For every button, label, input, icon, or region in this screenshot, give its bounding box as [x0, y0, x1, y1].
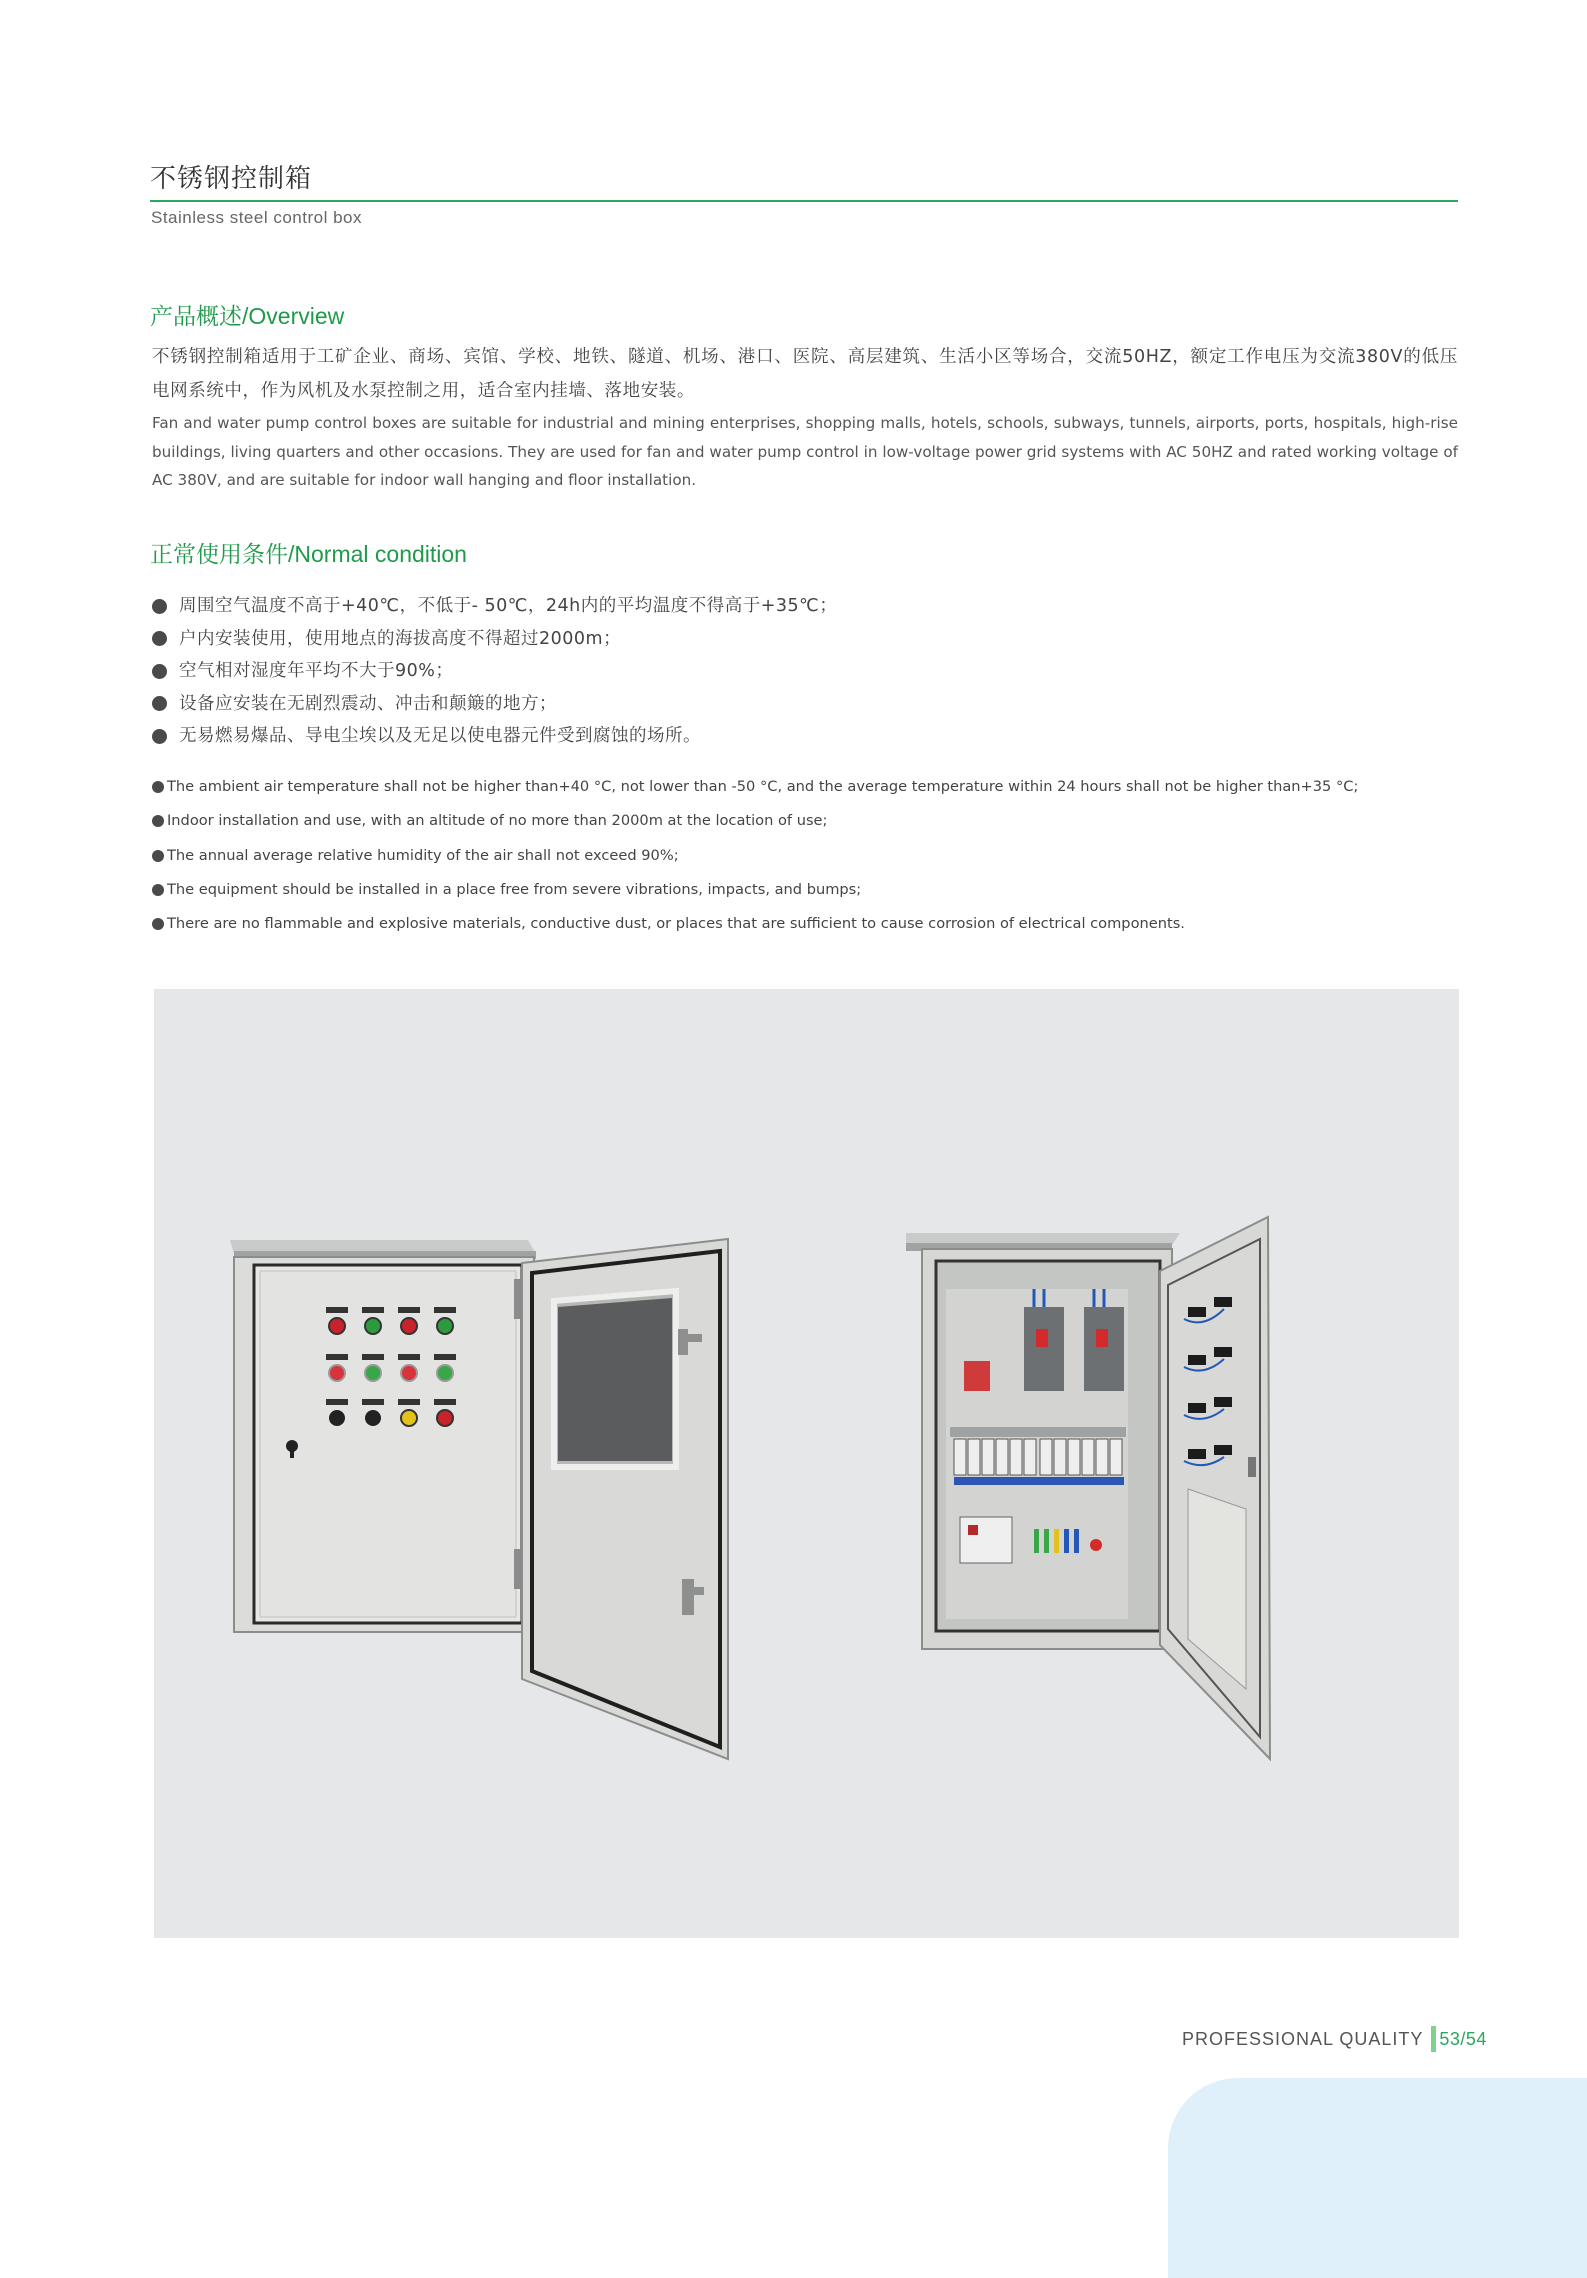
list-item: 空气相对湿度年平均不大于90%； — [152, 655, 1352, 688]
control-box-open-interior — [906, 1233, 1180, 1649]
conditions-heading: 正常使用条件/Normal condition — [150, 541, 467, 567]
conditions-list-zh — [152, 590, 1352, 753]
page-title: 不锈钢控制箱 — [150, 164, 313, 194]
product-photo — [154, 989, 1459, 1938]
bullet-icon — [152, 664, 167, 679]
list-item: The ambient air temperature shall not be higher than+40 °C, not lower than -50 °C, and the average temperature within 24 hours shall not be higher than+35 °C; — [152, 770, 1458, 804]
corner-decoration — [1168, 2078, 1587, 2278]
page-footer — [1182, 2026, 1487, 2052]
list-item: 无易燃易爆品、导电尘埃以及无足以使电器元件受到腐蚀的场所。 — [152, 720, 1352, 753]
bullet-icon — [152, 696, 167, 711]
overview-text-en: Fan and water pump control boxes are suitable for industrial and mining enterprises, shopping malls, hotels, schools, subways, tunnels, airports, ports, hospitals, high-rise buildings, living quarters and other occasions. They are used for fan and water pump control in low-voltage power grid systems with AC 50HZ and rated working voltage of AC 380V, and are suitable for indoor wall hanging and floor installation. — [152, 414, 1458, 489]
bullet-icon — [152, 631, 167, 646]
list-item: Indoor installation and use, with an altitude of no more than 2000m at the location of use; — [152, 804, 1458, 838]
control-box-open-door-right — [1160, 1217, 1270, 1759]
bullet-icon — [152, 729, 167, 744]
list-item: The equipment should be installed in a place free from severe vibrations, impacts, and bumps; — [152, 873, 1458, 907]
bullet-icon — [152, 918, 164, 930]
bullet-icon — [152, 884, 164, 896]
product-photo-panel — [154, 989, 1459, 1938]
page-subtitle: Stainless steel control box — [151, 208, 362, 227]
overview-heading: 产品概述/Overview — [150, 303, 345, 329]
control-box-closed-panel — [230, 1240, 536, 1632]
overview-text-zh: 不锈钢控制箱适用于工矿企业、商场、宾馆、学校、地铁、隧道、机场、港口、医院、高层建筑、生活小区等场合，交流50HZ，额定工作电压为交流380V的低压电网系统中，作为风机及水泵控制之用，适合室内挂墙、落地安装。 — [152, 347, 1458, 401]
footer-accent-bar — [1431, 2026, 1436, 2052]
list-item: The annual average relative humidity of the air shall not exceed 90%; — [152, 839, 1458, 873]
bullet-icon — [152, 815, 164, 827]
bullet-icon — [152, 781, 164, 793]
footer-label: PROFESSIONAL QUALITY — [1182, 2028, 1424, 2049]
bullet-icon — [152, 599, 167, 614]
bullet-icon — [152, 850, 164, 862]
page-number: 53/54 — [1439, 2028, 1487, 2049]
title-divider — [150, 200, 1458, 202]
list-item: There are no flammable and explosive materials, conductive dust, or places that are sufficient to cause corrosion of electrical components. — [152, 907, 1458, 941]
list-item: 户内安装使用，使用地点的海拔高度不得超过2000m； — [152, 623, 1352, 656]
list-item: 周围空气温度不高于+40℃，不低于- 50℃，24h内的平均温度不得高于+35℃； — [152, 590, 1352, 623]
list-item: 设备应安装在无剧烈震动、冲击和颠簸的地方； — [152, 688, 1352, 721]
control-box-open-door — [522, 1239, 728, 1759]
conditions-list-en — [152, 770, 1458, 941]
